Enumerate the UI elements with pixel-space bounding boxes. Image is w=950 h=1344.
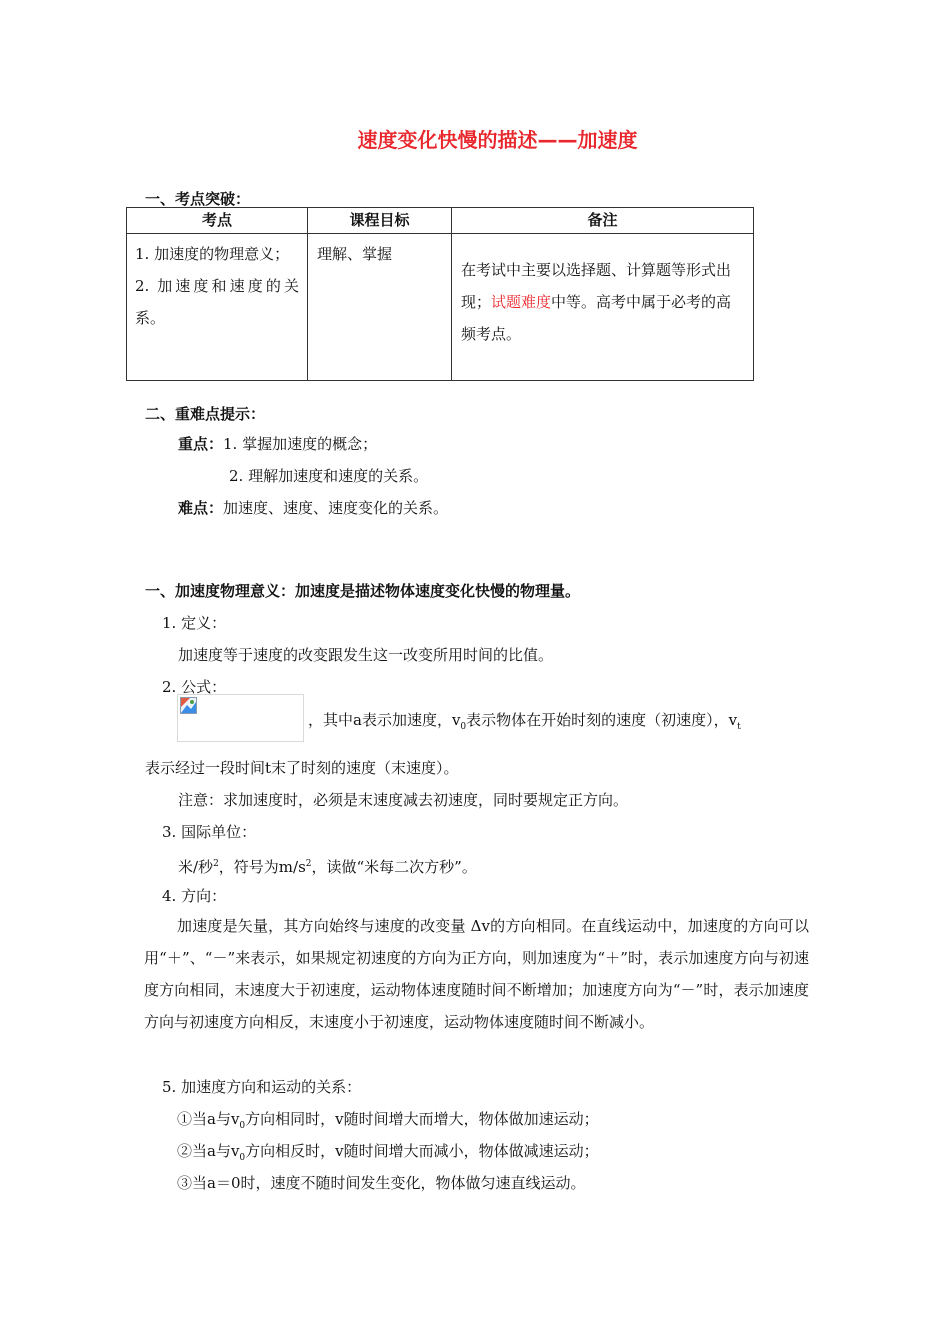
formula-description [308,710,741,737]
unit-text: ，读做“米每二次方秒”。 [311,858,477,876]
item-4-text: 加速度是矢量，其方向始终与速度的改变量 Δv的方向相同。在直线运动中，加速度的方向可以用“＋”、“－”来表示，如果规定初速度的方向为正方向，则加速度为“＋”时，表示加速度方向与初速度方向相同，末速度大于初速度，运动物体速度随时间不断增加；加速度方向为“－”时，表示加速度方向与初速度方向相反，末速度小于初速度，运动物体速度随时间不断减小。 [144,917,809,1031]
formula-note: 注意：求加速度时，必须是末速度减去初速度，同时要规定正方向。 [178,791,629,809]
key-label: 重点： [178,435,224,453]
broken-image-icon [180,697,197,714]
difficulty-text: 加速度、速度、速度变化的关系。 [223,499,449,517]
item-2-label: 2. 公式： [162,678,227,696]
table-header-cell: 备注 [452,208,754,234]
formula-description-cont: 表示经过一段时间t末了时刻的速度（末速度）。 [145,759,459,777]
list-item: 2. 加速度和速度的关系。 [135,277,299,327]
item-5-case-2 [177,1141,599,1168]
key-point-line-1 [178,434,377,454]
item-3-label: 3. 国际单位： [162,823,257,841]
formula-image [177,694,304,742]
subscript: t [737,722,741,732]
item-5-case-1 [177,1109,599,1136]
content-heading: 一、加速度物理意义：加速度是描述物体速度变化快慢的物理量。 [145,582,581,600]
difficulty-label: 难点： [178,499,224,517]
table-cell-goal: 理解、掌握 [308,234,452,381]
item-3-text [178,854,477,877]
note-text: 中等。高考中属于必考的高频考点。 [461,293,732,343]
case-text: ①当a与v [177,1110,240,1128]
difficulty-line [178,498,448,518]
item-1-text: 加速度等于速度的改变跟发生这一改变所用时间的比值。 [178,646,554,664]
table-header-cell: 考点 [127,208,308,234]
case-text: ②当a与v [177,1142,240,1160]
section-heading-key-points: 二、重难点提示： [145,405,266,423]
note-text: 在考试中主要以选择题、计算题等形式出现； [461,261,732,311]
case-text: 方向相反时，v随时间增大而减小，物体做减速运动； [245,1142,599,1160]
superscript: 2 [305,859,312,869]
subscript: 0 [460,722,467,732]
item-5-case-3: ③当a＝0时，速度不随时间发生变化，物体做匀速直线运动。 [177,1174,586,1192]
list-item: 1. 加速度的物理意义； [135,245,290,263]
superscript: 2 [213,859,219,869]
key-point-line-2: 2. 理解加速度和速度的关系。 [229,467,429,485]
table-row [127,234,754,381]
table-cell-note [452,234,754,381]
page-title: 速度变化快慢的描述——加速度 [357,128,638,152]
unit-text: ，符号为m/s [218,858,306,876]
formula-text: 表示物体在开始时刻的速度（初速度），v [466,711,738,729]
table-header-cell: 课程目标 [308,208,452,234]
note-highlight: 试题难度 [491,293,552,311]
formula-text: ，其中a表示加速度，v [308,711,461,729]
case-text: 方向相同时，v随时间增大而增大，物体做加速运动； [245,1110,599,1128]
item-1-label: 1. 定义： [162,614,227,632]
unit-text: 米/秒 [178,858,214,876]
item-4-label: 4. 方向： [162,887,227,905]
table-header-row [127,208,754,234]
table-cell-points [127,234,308,381]
subscript: 0 [239,1153,246,1163]
section-heading-exam-points: 一、考点突破： [145,190,251,208]
item-5-label: 5. 加速度方向和运动的关系： [162,1078,362,1096]
exam-points-table [126,207,754,381]
key-text: 1. 掌握加速度的概念； [223,435,378,453]
subscript: 0 [239,1121,246,1131]
